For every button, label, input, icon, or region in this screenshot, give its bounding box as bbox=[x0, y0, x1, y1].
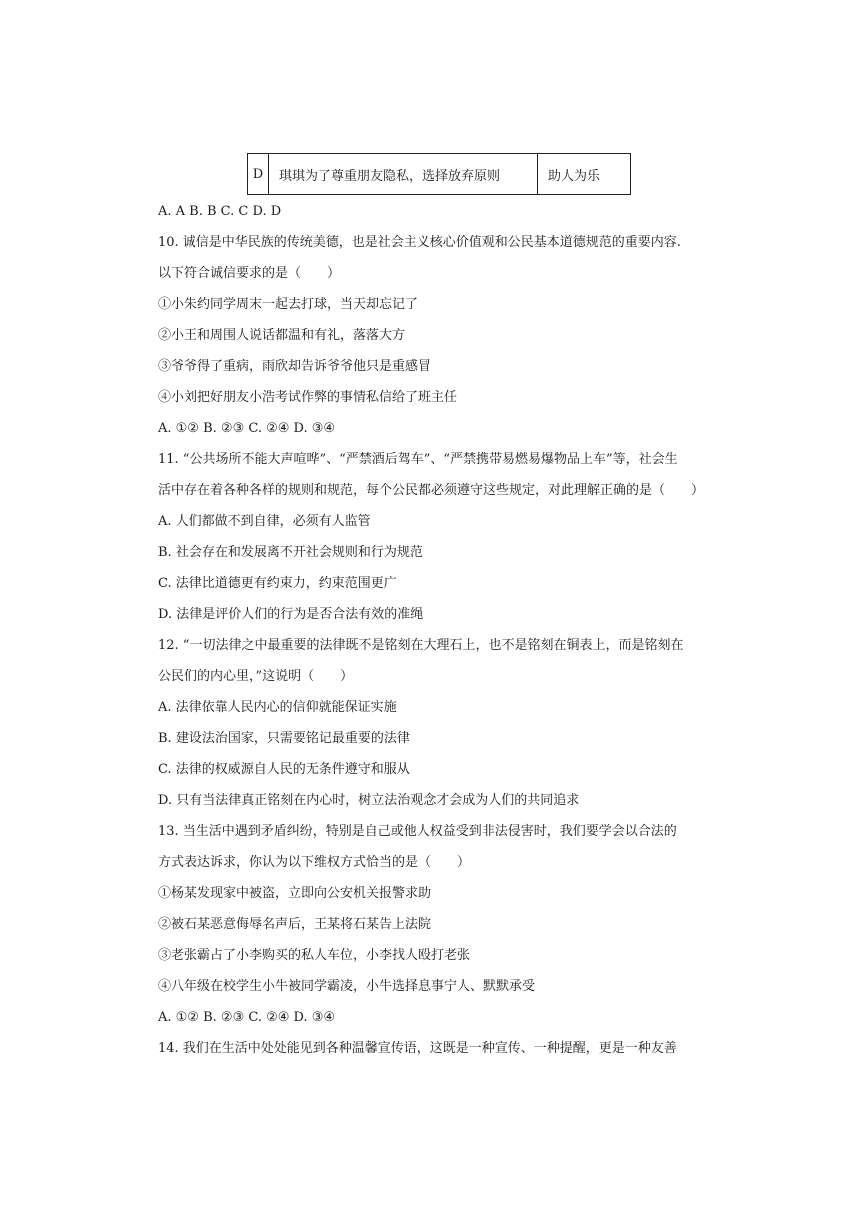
option-letter-cell: D bbox=[248, 154, 269, 195]
question-12-option-b: B. 建设法治国家，只需要铭记最重要的法律 bbox=[158, 731, 410, 746]
question-10-answer-options: A. ①② B. ②③ C. ②④ D. ③④ bbox=[158, 421, 336, 436]
table-row bbox=[248, 154, 631, 195]
scenario-cell: 琪琪为了尊重朋友隐私，选择放弃原则 bbox=[269, 154, 538, 195]
question-10-item-1: ①小朱约同学周末一起去打球，当天却忘记了 bbox=[158, 297, 419, 312]
question-14-stem-line1: 14. 我们在生活中处处能见到各种温馨宣传语，这既是一种宣传、一种提醒，更是一种友善 bbox=[158, 1041, 677, 1056]
question-12-option-d: D. 只有当法律真正铭刻在内心时，树立法治观念才会成为人们的共同追求 bbox=[158, 793, 580, 808]
question-11-stem-line1: 11. “公共场所不能大声喧哗”、“严禁酒后驾车”、“严禁携带易燃易爆物品上车”等，社会生 bbox=[158, 452, 678, 467]
question-11-option-a: A. 人们都做不到自律，必须有人监管 bbox=[158, 514, 371, 529]
question-13-stem-line2: 方式表达诉求，你认为以下维权方式恰当的是（ ） bbox=[158, 855, 471, 870]
question-10-stem-line1: 10. 诚信是中华民族的传统美德，也是社会主义核心价值观和公民基本道德规范的重要内容. bbox=[158, 235, 681, 250]
question-10-item-2: ②小王和周围人说话都温和有礼，落落大方 bbox=[158, 328, 406, 343]
question-12-option-a: A. 法律依靠人民内心的信仰就能保证实施 bbox=[158, 700, 397, 715]
question-10-stem-line2: 以下符合诚信要求的是（ ） bbox=[158, 266, 341, 281]
question-12-option-c: C. 法律的权威源自人民的无条件遵守和服从 bbox=[158, 762, 410, 777]
question-11-option-b: B. 社会存在和发展离不开社会规则和行为规范 bbox=[158, 545, 423, 560]
question-13-item-1: ①杨某发现家中被盗，立即向公安机关报警求助 bbox=[158, 886, 432, 901]
question-13-item-3: ③老张霸占了小李购买的私人车位，小李找人殴打老张 bbox=[158, 948, 471, 963]
question-11-option-c: C. 法律比道德更有约束力，约束范围更广 bbox=[158, 576, 397, 591]
question-13-item-4: ④八年级在校学生小牛被同学霸凌，小牛选择息事宁人、默默承受 bbox=[158, 979, 536, 994]
question-10-item-4: ④小刘把好朋友小浩考试作弊的事情私信给了班主任 bbox=[158, 390, 458, 405]
answer-options-q9: A. A B. B C. C D. D bbox=[158, 204, 282, 219]
question-12-stem-line2: 公民们的内心里，”这说明（ ） bbox=[158, 669, 354, 684]
question-11-option-d: D. 法律是评价人们的行为是否合法有效的准绳 bbox=[158, 607, 424, 622]
question-13-stem-line1: 13. 当生活中遇到矛盾纠纷，特别是自己或他人权益受到非法侵害时，我们要学会以合法的 bbox=[158, 824, 677, 839]
value-cell: 助人为乐 bbox=[538, 154, 631, 195]
question-10-item-3: ③爷爷得了重病，雨欣却告诉爷爷他只是重感冒 bbox=[158, 359, 432, 374]
question-12-stem-line1: 12. “一切法律之中最重要的法律既不是铭刻在大理石上，也不是铭刻在铜表上，而是铭刻在 bbox=[158, 638, 684, 653]
option-table bbox=[247, 153, 631, 195]
question-11-stem-line2: 活中存在着各种各样的规则和规范，每个公民都必须遵守这些规定，对此理解正确的是（ ） bbox=[158, 483, 705, 498]
question-13-answer-options: A. ①② B. ②③ C. ②④ D. ③④ bbox=[158, 1010, 336, 1025]
question-13-item-2: ②被石某恶意侮辱名声后，王某将石某告上法院 bbox=[158, 917, 432, 932]
